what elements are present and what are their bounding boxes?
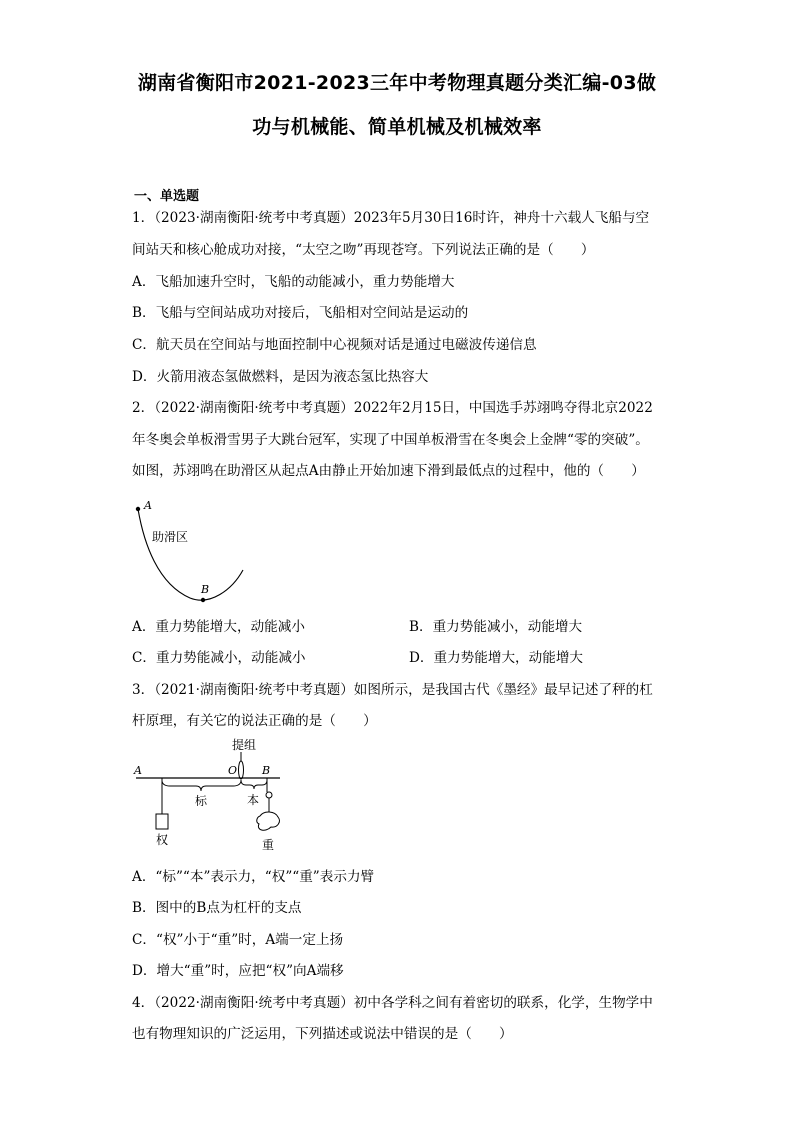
ben-label: 本 — [247, 793, 260, 807]
question-2-stem-line-2: 年冬奥会单板滑雪男子大跳台冠军，实现了中国单板滑雪在冬奥会上金牌“零的突破”。 — [132, 432, 649, 448]
question-2-option-a: A．重力势能增大，动能减小 — [132, 619, 305, 635]
question-2-option-c: C．重力势能减小，动能减小 — [132, 650, 306, 666]
zhong-object — [257, 812, 280, 830]
question-1-stem-line-1: 1．（2023·湖南衡阳·统考中考真题）2023年5月30日16时许，神舟十六载人飞船与空 — [132, 210, 650, 226]
section-heading: 一、单选题 — [134, 189, 200, 204]
question-1-option-a: A．飞船加速升空时，飞船的动能减小，重力势能增大 — [132, 274, 455, 290]
question-2-option-d: D．重力势能增大，动能增大 — [409, 650, 584, 666]
biao-label: 标 — [195, 794, 208, 808]
question-2-stem-line-1: 2．（2022·湖南衡阳·统考中考真题）2022年2月15日，中国选手苏翊鸣夺得北京2022 — [132, 400, 653, 416]
point-o-label: O — [228, 764, 238, 777]
question-1-option-b: B．飞船与空间站成功对接后，飞船相对空间站是运动的 — [132, 305, 469, 321]
question-3-stem-line-1: 3．（2021·湖南衡阳·统考中考真题）如图所示，是我国古代《墨经》最早记述了秤的杠 — [132, 682, 653, 698]
quan-weight — [156, 814, 168, 829]
question-1-stem-line-2: 间站天和核心舱成功对接，“太空之吻”再现苍穹。下列说法正确的是（ ） — [132, 242, 595, 258]
quan-label: 权 — [156, 833, 169, 847]
ben-brace — [241, 780, 267, 789]
hook-ring — [266, 792, 272, 798]
steelyard-lever-figure — [128, 738, 298, 858]
tizu-loop — [239, 761, 244, 779]
question-1-option-c: C．航天员在空间站与地面控制中心视频对话是通过电磁波传递信息 — [132, 337, 537, 353]
question-3-option-d: D．增大“重”时，应把“权”向A端移 — [132, 963, 344, 979]
tizu-label: 提组 — [232, 738, 257, 752]
point-a-label: A — [134, 764, 142, 777]
document-title-line-1: 湖南省衡阳市2021-2023三年中考物理真题分类汇编-03做 — [137, 72, 657, 94]
question-2-stem-line-3: 如图，苏翊鸣在助滑区从起点A由静止开始加速下滑到最低点的过程中，他的（ ） — [132, 463, 645, 479]
point-a-dot — [136, 507, 140, 511]
question-3-option-a: A．“标”“本”表示力，“权”“重”表示力臂 — [132, 869, 375, 885]
zhong-label: 重 — [262, 838, 275, 852]
biao-brace — [162, 780, 241, 791]
question-1-option-d: D．火箭用液态氢做燃料，是因为液态氢比热容大 — [132, 369, 429, 385]
document-title-line-2: 功与机械能、简单机械及机械效率 — [252, 116, 542, 138]
point-a-label: A — [144, 499, 152, 512]
question-3-stem-line-2: 杆原理，有关它的说法正确的是（ ） — [132, 713, 377, 729]
point-b-label: B — [201, 583, 210, 596]
question-3-option-b: B．图中的B点为杠杆的支点 — [132, 900, 302, 916]
ski-slope-figure — [128, 494, 258, 604]
run-up-area-label: 助滑区 — [152, 530, 189, 544]
slope-curve — [138, 509, 243, 600]
question-3-option-c: C．“权”小于“重”时，A端一定上扬 — [132, 932, 344, 948]
point-b-label: B — [262, 764, 271, 777]
point-b-dot — [201, 598, 205, 602]
question-4-stem-line-2: 也有物理知识的广泛运用，下列描述或说法中错误的是（ ） — [132, 1026, 513, 1042]
question-2-option-b: B．重力势能减小，动能增大 — [409, 619, 583, 635]
question-4-stem-line-1: 4．（2022·湖南衡阳·统考中考真题）初中各学科之间有着密切的联系，化学，生物学中 — [132, 995, 653, 1011]
